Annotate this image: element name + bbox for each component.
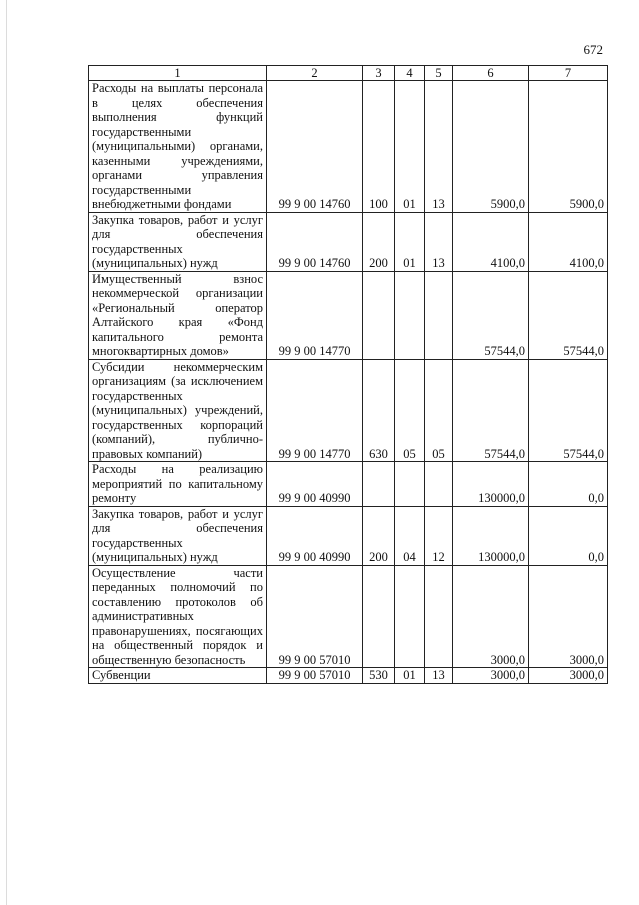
row-sum-1: 5900,0 — [453, 81, 529, 213]
row-sum-2: 4100,0 — [529, 212, 608, 271]
row-pr: 05 — [425, 359, 453, 462]
row-rz — [395, 271, 425, 359]
row-rz: 01 — [395, 212, 425, 271]
table-row — [89, 462, 608, 507]
row-sum-1: 3000,0 — [453, 565, 529, 668]
row-pr: 13 — [425, 668, 453, 684]
header-row — [89, 66, 608, 81]
row-sum-1: 130000,0 — [453, 506, 529, 565]
row-sum-2: 3000,0 — [529, 668, 608, 684]
header-col-2: 2 — [267, 66, 363, 81]
row-vr: 200 — [363, 506, 395, 565]
row-name: Закупка товаров, работ и услуг для обеспечения государственных (муниципальных) нужд — [89, 212, 267, 271]
row-sum-2: 5900,0 — [529, 81, 608, 213]
row-rz: 01 — [395, 668, 425, 684]
row-vr — [363, 271, 395, 359]
row-sum-2: 3000,0 — [529, 565, 608, 668]
row-pr: 13 — [425, 81, 453, 213]
row-vr: 200 — [363, 212, 395, 271]
row-sum-2: 57544,0 — [529, 271, 608, 359]
row-sum-1: 4100,0 — [453, 212, 529, 271]
header-col-5: 5 — [425, 66, 453, 81]
page-number: 672 — [583, 42, 603, 57]
row-pr — [425, 565, 453, 668]
row-pr: 12 — [425, 506, 453, 565]
row-code: 99 9 00 14770 — [267, 359, 363, 462]
row-sum-1: 57544,0 — [453, 359, 529, 462]
table-row — [89, 668, 608, 684]
row-name: Закупка товаров, работ и услуг для обеспечения государственных (муниципальных) нужд — [89, 506, 267, 565]
row-rz — [395, 462, 425, 507]
row-sum-1: 57544,0 — [453, 271, 529, 359]
row-code: 99 9 00 14760 — [267, 81, 363, 213]
row-vr: 630 — [363, 359, 395, 462]
row-sum-1: 130000,0 — [453, 462, 529, 507]
header-col-7: 7 — [529, 66, 608, 81]
row-pr — [425, 462, 453, 507]
row-name: Субвенции — [89, 668, 267, 684]
row-name: Имущественный взнос некоммерческой организации «Региональный оператор Алтайского края «Фонд капитального ремонта многоквартирных домов» — [89, 271, 267, 359]
table-row — [89, 271, 608, 359]
row-name: Осуществление части переданных полномочий по составлению протоколов об административных правонарушениях, посягающих на общественный порядок и общественную безопасность — [89, 565, 267, 668]
table-row — [89, 506, 608, 565]
header-col-3: 3 — [363, 66, 395, 81]
row-sum-1: 3000,0 — [453, 668, 529, 684]
header-col-1: 1 — [89, 66, 267, 81]
row-code: 99 9 00 40990 — [267, 462, 363, 507]
row-name: Расходы на выплаты персонала в целях обеспечения выполнения функций государственными (муниципальными) органами, казенными учреждениями, органами управления государственными внебюджетными фондами — [89, 81, 267, 213]
table-row — [89, 565, 608, 668]
header-col-6: 6 — [453, 66, 529, 81]
row-code: 99 9 00 14770 — [267, 271, 363, 359]
budget-table — [88, 65, 608, 684]
scan-edge-line — [6, 0, 7, 905]
row-rz: 05 — [395, 359, 425, 462]
row-code: 99 9 00 57010 — [267, 668, 363, 684]
table-row — [89, 212, 608, 271]
header-col-4: 4 — [395, 66, 425, 81]
row-code: 99 9 00 40990 — [267, 506, 363, 565]
row-name: Расходы на реализацию мероприятий по капитальному ремонту — [89, 462, 267, 507]
row-rz: 01 — [395, 81, 425, 213]
row-sum-2: 0,0 — [529, 462, 608, 507]
row-sum-2: 0,0 — [529, 506, 608, 565]
row-rz — [395, 565, 425, 668]
row-code: 99 9 00 14760 — [267, 212, 363, 271]
row-vr — [363, 565, 395, 668]
row-vr: 100 — [363, 81, 395, 213]
table-row — [89, 359, 608, 462]
row-code: 99 9 00 57010 — [267, 565, 363, 668]
row-name: Субсидии некоммерческим организациям (за исключением государственных (муниципальных) учреждений, государственных корпораций (компаний), публично-правовых компаний) — [89, 359, 267, 462]
row-pr: 13 — [425, 212, 453, 271]
table-row — [89, 81, 608, 213]
row-pr — [425, 271, 453, 359]
row-sum-2: 57544,0 — [529, 359, 608, 462]
row-rz: 04 — [395, 506, 425, 565]
row-vr — [363, 462, 395, 507]
row-vr: 530 — [363, 668, 395, 684]
